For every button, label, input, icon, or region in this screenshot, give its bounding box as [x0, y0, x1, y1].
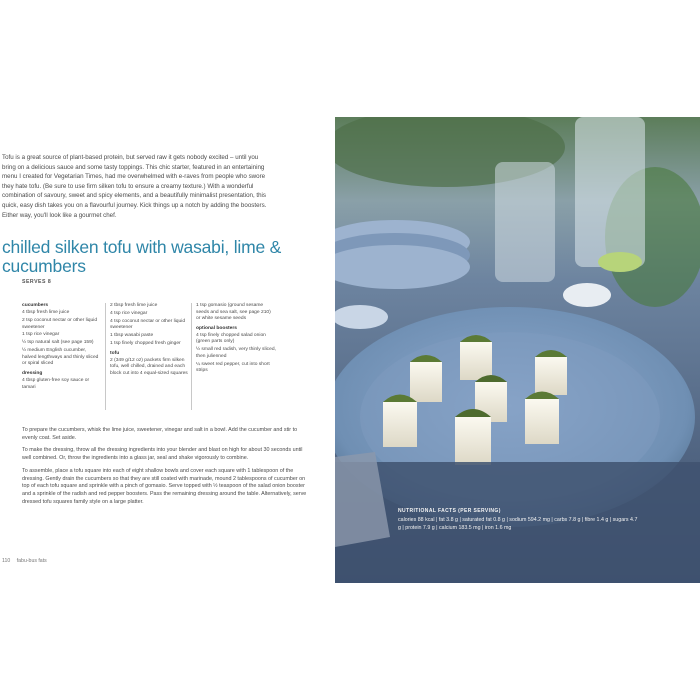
ingredient-heading: tofu — [110, 350, 120, 356]
ingredient-group — [196, 303, 276, 323]
ingredient-line: ½ medium English cucumber, halved lengthways and thinly sliced or spiral sliced — [22, 348, 99, 367]
ingredient-line: 1 tsp finely chopped fresh ginger — [110, 341, 181, 347]
nutrition-title: NUTRITIONAL FACTS (PER SERVING) — [398, 508, 501, 514]
ingredient-line: 1 tsp gomasio (ground sesame seeds and sea salt, see page 210) or white sesame seeds — [196, 303, 271, 322]
ingredient-line: ¼ sweet red pepper, cut into short strips — [196, 361, 270, 374]
nutrition-body: calories 88 kcal | fat 3.8 g | saturated fat 0.8 g | sodium 594.2 mg | carbs 7.8 g | fibre 1.4 g | sugars 4.7 g | protein 7.9 g | calcium 183.5 mg | iron 1.6 mg — [398, 517, 638, 531]
tofu-square — [455, 409, 491, 465]
tofu-square — [460, 335, 492, 380]
tofu-square — [383, 395, 417, 448]
lime-slice — [598, 252, 642, 272]
ingredient-group — [22, 303, 100, 368]
small-bowl — [563, 283, 611, 307]
ingredient-line: 4 tbsp gluten-free soy sauce or tamari — [22, 378, 90, 390]
glass — [495, 162, 555, 282]
column-divider — [191, 303, 192, 410]
method-step: To make the dressing, throw all the dressing ingredients into your blender and blast on high for about 30 seconds until well combined. Or, throw the ingredients into a glass jar, seal and shake vigorously to combine. — [22, 447, 303, 462]
ingredient-group — [22, 371, 100, 391]
nutrition-facts — [398, 508, 638, 532]
ingredients-column-1 — [22, 303, 100, 394]
ingredient-line: 4 tsp finely chopped salad onion (green parts only) — [196, 332, 266, 345]
page-footer — [2, 558, 47, 564]
ingredients-column-2 — [110, 303, 188, 381]
ingredient-line: 2 tbsp fresh lime juice — [110, 303, 158, 308]
ingredient-line: ½ small red radish, very thinly sliced, then julienned — [196, 347, 276, 359]
tofu-square — [525, 392, 559, 445]
ingredient-group — [110, 351, 188, 378]
glass — [575, 117, 645, 267]
ingredients-column-3 — [196, 303, 276, 378]
method-step: To prepare the cucumbers, whisk the lime juice, sweetener, vinegar and salt in a bowl. Add the cucumber and stir to evenly coat. Set aside. — [22, 427, 298, 441]
serves-label: SERVES 8 — [22, 279, 52, 285]
method-step: To assemble, place a tofu square into each of eight shallow bowls and cover each square with 1 tablespoon of the dressing. Gently drain the cucumbers so that they are still coated with marinade, mound 2 tablespoons of cucumber on top of each tofu square and sprinkle with a pinch of gomasio. Serve topped with ½ teaspoon of the salad onion booster and a sprinkle of the radish and red pepper boosters. Pass the remaining dressing around the table. Alternatively, serve dressed tofu squares family style on a large platter. — [22, 467, 307, 505]
ingredient-heading: optional boosters — [196, 325, 238, 331]
ingredient-heading: cucumbers — [22, 303, 49, 308]
ingredient-line: 4 tsp coconut nectar or other liquid sweetener — [110, 318, 186, 331]
ingredient-line: 4 tsp rice vinegar — [110, 310, 148, 316]
ingredient-line: 4 tbsp fresh lime juice — [22, 310, 70, 316]
section-name: fabu-bus fats — [16, 558, 47, 564]
recipe-title: chilled silken tofu with wasabi, lime & cucumbers — [2, 237, 282, 276]
ingredient-heading: dressing — [22, 371, 43, 377]
tofu-square — [535, 350, 567, 395]
ingredient-line: 1 tbsp wasabi paste — [110, 333, 154, 339]
ingredient-line: 2 tsp coconut nectar or other liquid sweetener — [22, 317, 98, 330]
method-section — [22, 427, 310, 511]
intro-paragraph: Tofu is a great source of plant-based protein, but served raw it gets nobody excited – until you bring on a delicious sauce and some tasty toppings. This chic starter, featured in an entertaining menu I created for Vegetarian Times, had me overwhelmed with e-raves from people who swore they hate tofu. (Be sure to use firm silken tofu to ensure a creamy texture.) With a wonderful combination of savoury, sweet and spicy elements, and a beautifully minimalist presentation, this quick, easy dish takes you on a flavourful journey. Kick things up a notch by adding the boosters. Either way, you'll look like a gourmet chef. — [2, 154, 267, 219]
page-number: 110 — [2, 558, 11, 564]
tofu-square — [410, 355, 442, 402]
ingredient-line: 2 (349 g/12 oz) packets firm silken tofu, well chilled, drained and each block cut into 4 equal-sized squares — [110, 357, 188, 377]
ingredient-line: 1 tsp rice vinegar — [22, 332, 60, 338]
ingredient-group — [196, 326, 276, 375]
ingredient-group — [110, 303, 188, 348]
column-divider — [105, 303, 106, 410]
ingredient-line: ½ tsp natural salt (see page 159) — [22, 340, 94, 346]
left-page — [0, 0, 335, 700]
